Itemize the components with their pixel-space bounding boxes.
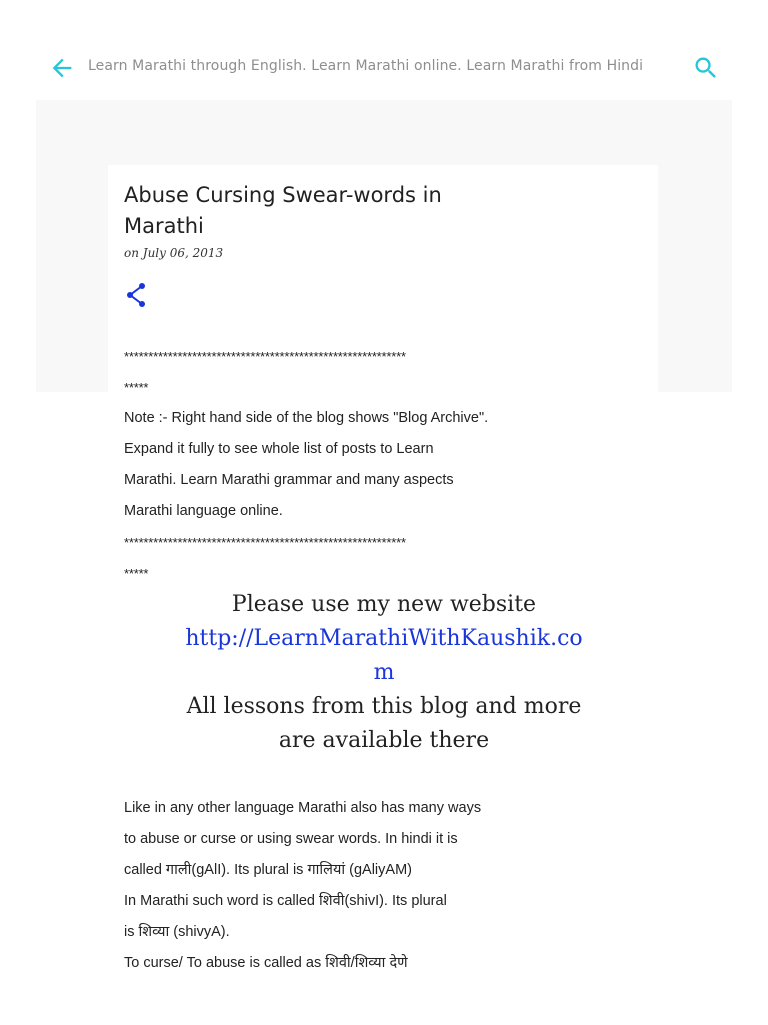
para-line-4: In Marathi such word is called शिवी(shivI). Its plural xyxy=(124,893,447,909)
para-line-5: is शिव्या (shivyA). xyxy=(124,924,230,940)
promo-line-2: All lessons from this blog and more are available there xyxy=(186,694,582,753)
stars-divider-2: ***** xyxy=(124,380,149,395)
stars-divider-4: ***** xyxy=(124,566,149,581)
note-line-2: Expand it fully to see whole list of posts to Learn xyxy=(124,441,434,457)
blog-title[interactable]: Learn Marathi through English. Learn Marathi online. Learn Marathi from Hindi xyxy=(88,58,644,74)
stars-divider-1: ********************************************************** xyxy=(124,349,406,364)
website-link[interactable]: http://LearnMarathiWithKaushik.com xyxy=(185,626,583,685)
post-date[interactable]: on July 06, 2013 xyxy=(124,246,224,260)
para-line-6: To curse/ To abuse is called as शिवी/शिव्या देणे xyxy=(124,955,408,971)
share-button[interactable] xyxy=(124,282,148,308)
back-button[interactable] xyxy=(48,54,76,82)
note-line-1: Note :- Right hand side of the blog shows "Blog Archive". xyxy=(124,410,489,426)
post-title: Abuse Cursing Swear-words in Marathi xyxy=(124,183,442,238)
promo-line-1: Please use my new website xyxy=(231,592,537,617)
note-line-4: Marathi language online. xyxy=(124,503,283,519)
promo-block xyxy=(178,588,590,758)
para-line-1: Like in any other language Marathi also has many ways xyxy=(124,800,482,816)
stars-divider-3: ********************************************************** xyxy=(124,535,406,550)
para-line-3: called गाली(gAlI). Its plural is गालियां (gAliyAM) xyxy=(124,862,412,878)
para-line-2: to abuse or curse or using swear words. In hindi it is xyxy=(124,831,458,847)
note-line-3: Marathi. Learn Marathi grammar and many aspects xyxy=(124,472,454,488)
share-icon xyxy=(124,282,148,308)
search-button[interactable] xyxy=(692,54,720,82)
search-icon xyxy=(692,54,720,82)
arrow-left-icon xyxy=(48,54,76,82)
